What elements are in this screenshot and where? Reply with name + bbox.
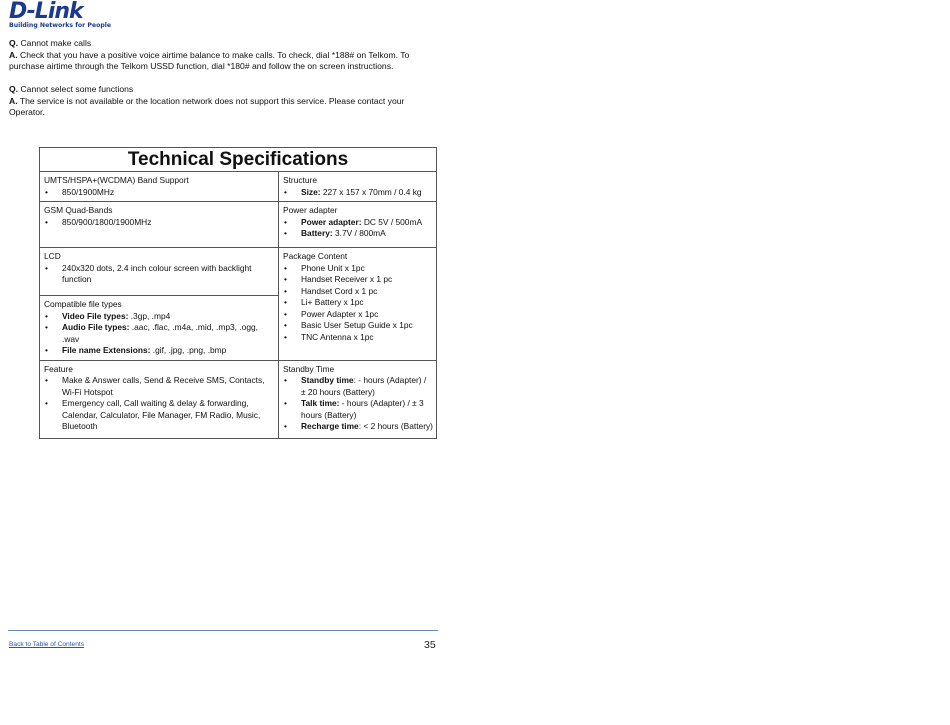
list-item: • Video File types: .3gp, .mp4 xyxy=(44,311,275,323)
list-item: • Handset Cord x 1 pc xyxy=(283,286,433,298)
faq-item-1 xyxy=(9,38,439,73)
back-to-toc-link[interactable]: Back to Table of Contents xyxy=(9,641,85,648)
list-item: • 850/1900MHz xyxy=(44,187,275,199)
list-item: • Li+ Battery x 1pc xyxy=(283,297,433,309)
umts-cell: UMTS/HSPA+(WCDMA) Band Support • 850/1900MHz xyxy=(40,172,279,202)
list-item: • Standby time: - hours (Adapter) / ± 20 hours (Battery) xyxy=(283,375,433,398)
list-item: • Talk time: - hours (Adapter) / ± 3 hours (Battery) xyxy=(283,398,433,421)
list-item: • Handset Receiver x 1 pc xyxy=(283,274,433,286)
list-item: • Power Adapter x 1pc xyxy=(283,309,433,321)
feature-cell: Feature • Make & Answer calls, Send & Receive SMS, Contacts, Wi-Fi Hotspot • Emergency call, Call waiting & delay & forwarding, Calendar, Calculator, File Manager, FM Radio, Music, Bluetooth xyxy=(40,360,279,438)
list-item: • Recharge time: < 2 hours (Battery) xyxy=(283,421,433,433)
page-number: 35 xyxy=(424,639,436,651)
list-item: • Phone Unit x 1pc xyxy=(283,263,433,275)
faq-item-2 xyxy=(9,84,439,119)
dlink-logo xyxy=(9,0,112,29)
spec-title: Technical Specifications xyxy=(40,148,437,172)
list-item: • Make & Answer calls, Send & Receive SMS, Contacts, Wi-Fi Hotspot xyxy=(44,375,275,398)
footer-divider xyxy=(8,630,438,631)
structure-cell: Structure • Size: 227 x 157 x 70mm / 0.4 kg xyxy=(279,172,437,202)
faq-answer: A. The service is not available or the location network does not support this service. Please contact your Operator. xyxy=(9,95,405,118)
list-item: • Size: 227 x 157 x 70mm / 0.4 kg xyxy=(283,187,433,199)
list-item: • Emergency call, Call waiting & delay & forwarding, Calendar, Calculator, File Manager, FM Radio, Music, Bluetooth xyxy=(44,398,275,433)
list-item: • File name Extensions: .gif, .jpg, .png, .bmp xyxy=(44,345,275,357)
logo-brand: D-Link xyxy=(9,0,83,24)
standby-cell: Standby Time • Standby time: - hours (Adapter) / ± 20 hours (Battery) • Talk time: - hours (Adapter) / ± 3 hours (Battery) • Recharge time: < 2 hours (Battery) xyxy=(279,360,437,438)
list-item: • 850/900/1800/1900MHz xyxy=(44,217,275,229)
list-item: • 240x320 dots, 2.4 inch colour screen with backlight function xyxy=(44,263,275,286)
package-cell: Package Content • Phone Unit x 1pc • Handset Receiver x 1 pc • Handset Cord x 1 pc • Li+ Battery x 1pc • Power Adapter x 1pc • Basic User Setup Guide x 1pc • TNC Antenna x 1pc xyxy=(279,248,437,361)
logo-tagline: Building Networks for People xyxy=(9,22,112,29)
power-cell: Power adapter • Power adapter: DC 5V / 500mA • Battery: 3.7V / 800mA xyxy=(279,202,437,248)
list-item: • Battery: 3.7V / 800mA xyxy=(283,228,433,240)
gsm-cell: GSM Quad-Bands • 850/900/1800/1900MHz xyxy=(40,202,279,248)
faq-question: Q. Cannot select some functions xyxy=(9,84,134,94)
files-cell: Compatible file types • Video File types: .3gp, .mp4 • Audio File types: .aac, .flac, .m4a, .mid, .mp3, .ogg, .wav • File name Extensions: .gif, .jpg, .png, .bmp xyxy=(40,296,279,361)
list-item: • Basic User Setup Guide x 1pc xyxy=(283,320,433,332)
list-item: • Power adapter: DC 5V / 500mA xyxy=(283,217,433,229)
list-item: • Audio File types: .aac, .flac, .m4a, .mid, .mp3, .ogg, .wav xyxy=(44,322,275,345)
faq-answer: A. Check that you have a positive voice airtime balance to make calls. To check, dial *188# on Telkom. To purchase airtime through the Telkom USSD function, dial *180# and follow the on screen instructions. xyxy=(9,49,410,72)
list-item: • TNC Antenna x 1pc xyxy=(283,332,433,344)
spec-table xyxy=(39,147,437,439)
lcd-cell: LCD • 240x320 dots, 2.4 inch colour screen with backlight function xyxy=(40,248,279,296)
faq-question: Q. Cannot make calls xyxy=(9,38,92,48)
